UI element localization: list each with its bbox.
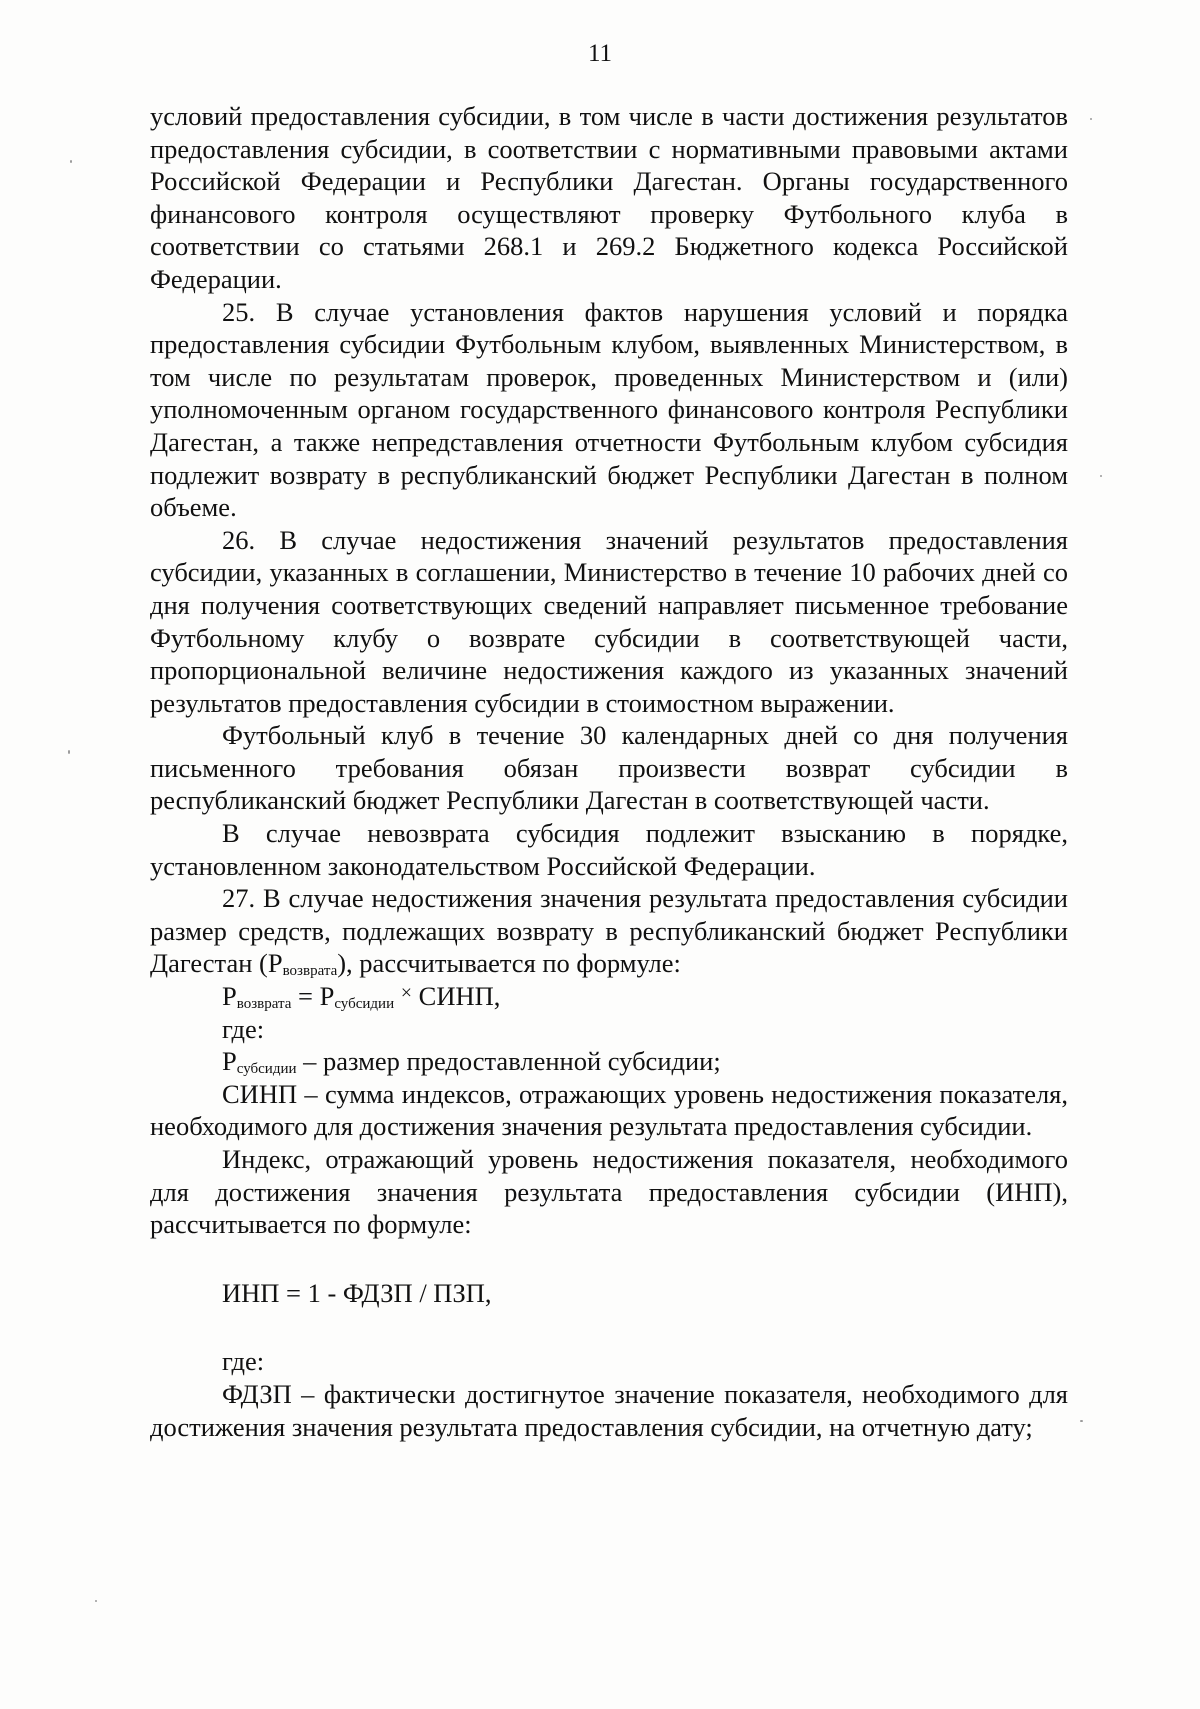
formula-return-sinp: СИНП, — [412, 981, 501, 1012]
paragraph-26: 26. В случае недостижения значений результатов предоставления субсидии, указанных в соглашении, Министерство в течение 10 рабочих дней со дня получения соответствующих сведений направляет письменное требование Футбольному клубу о возврате субсидии в соответствующей части, пропорциональной величине недостижения каждого из указанных значений результатов предоставления субсидии в стоимостном выражении. — [150, 524, 1068, 718]
paragraph-continuation: условий предоставления субсидии, в том числе в части достижения результатов предоставления субсидии, в соответствии с нормативными правовыми актами Российской Федерации и Республики Дагестан. Органы государственного финансового контроля осуществляют проверку Футбольного клуба в соответствии со статьями 268.1 и 269.2 Бюджетного кодекса Российской Федерации. — [150, 101, 1068, 294]
where-label-2: где: — [222, 1346, 265, 1377]
where-label-1: где: — [222, 1013, 265, 1044]
paragraph-27-start: 27. В случае недостижения значения результата предоставления субсидии размер средств, подлежащих возврату в республиканский бюджет Республики Дагестан (Р — [150, 883, 1068, 979]
definition-p-subscript: субсидии — [236, 1061, 297, 1078]
paragraph-27-subscript: возврата — [282, 963, 338, 980]
scan-speck — [1090, 118, 1092, 120]
scan-speck — [70, 160, 72, 163]
formula-inp: ИНП = 1 - ФДЗП / ПЗП, — [222, 1277, 492, 1308]
paragraph-25: 25. В случае установления фактов нарушения условий и порядка предоставления субсидии Футбольным клубом, выявленных Министерством, в том числе по результатам проверок, проведенных Министерством и (или) уполномоченным органом государственного финансового контроля Республики Дагестан, а также непредставления отчетности Футбольным клубом субсидия подлежит возврату в республиканский бюджет Республики Дагестан в полном объеме. — [150, 296, 1068, 523]
page-number: 11 — [587, 40, 613, 67]
formula-return-amount — [150, 980, 1068, 1013]
formula-return-sub-vozvrata: возврата — [236, 996, 292, 1013]
formula-multiply-sign: × — [400, 982, 413, 1005]
paragraph-index-inp: Индекс, отражающий уровень недостижения показателя, необходимого для достижения значения результата предоставления субсидии (ИНП), рассчитывается по формуле: — [150, 1144, 1068, 1240]
paragraph-26-recovery: В случае невозврата субсидия подлежит взысканию в порядке, установленном законодательством Российской Федерации. — [150, 818, 1068, 881]
paragraph-27 — [150, 882, 1068, 980]
definition-fdzp: ФДЗП – фактически достигнутое значение показателя, необходимого для достижения значения результата предоставления субсидии, на отчетную дату; — [150, 1378, 1068, 1442]
scan-speck — [95, 1600, 97, 1602]
definition-sinp: СИНП – сумма индексов, отражающих уровень недостижения показателя, необходимого для достижения значения результата предоставления субсидии. — [150, 1078, 1068, 1142]
formula-return-p: Р — [222, 981, 237, 1012]
scan-speck — [68, 750, 70, 754]
document-body — [150, 100, 1068, 1443]
scan-speck — [1100, 475, 1102, 477]
formula-return-equals: = Р — [291, 981, 335, 1012]
definition-p-letter: Р — [222, 1046, 237, 1077]
scan-speck — [1080, 1420, 1083, 1422]
definition-p-subsidii — [150, 1045, 1068, 1078]
paragraph-27-end: ), рассчитывается по формуле: — [337, 948, 681, 979]
formula-return-sub-subsidii: субсидии — [334, 996, 395, 1013]
definition-p-text: – размер предоставленной субсидии; — [296, 1046, 721, 1077]
paragraph-26-return-term: Футбольный клуб в течение 30 календарных дней со дня получения письменного требования обязан произвести возврат субсидии в республиканский бюджет Республики Дагестан в соответствующей части. — [150, 720, 1068, 816]
